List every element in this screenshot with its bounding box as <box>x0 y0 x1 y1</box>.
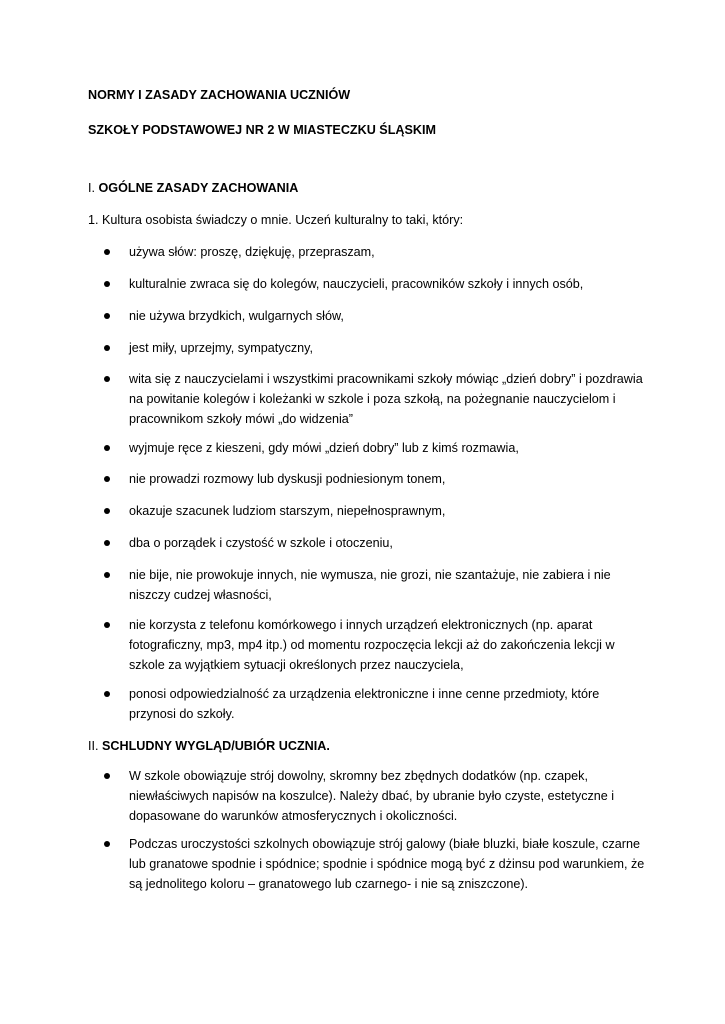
bullet-icon <box>104 691 110 697</box>
bullet-icon <box>104 572 110 578</box>
document-title: NORMY I ZASADY ZACHOWANIA UCZNIÓW <box>88 88 351 102</box>
bullet-icon <box>104 540 110 546</box>
bullet-icon <box>104 508 110 514</box>
section-1-intro: 1. Kultura osobista świadczy o mnie. Uczeń kulturalny to taki, który: <box>88 213 464 227</box>
section-1-title: OGÓLNE ZASADY ZACHOWANIA <box>98 181 299 195</box>
bullet-icon <box>104 281 110 287</box>
bullet-icon <box>104 313 110 319</box>
section-2-numeral: II. <box>88 739 102 753</box>
document-page: NORMY I ZASADY ZACHOWANIA UCZNIÓW SZKOŁY PODSTAWOWEJ NR 2 W MIASTECZKU ŚLĄSKIM I. OGÓLNE ZASADY ZACHOWANIA 1. Kultura osobista świadczy o mnie. Uczeń kulturalny to taki, który: używa słów: proszę, dziękuję, przepraszam, kulturalnie zwraca się do kolegów, nauczycieli, pracowników szkoły i innych osób, nie używa brzydkich, wulgarnych słów, jest miły, uprzejmy, sympatyczny, wita się z nauczycielami i wszystkimi pracownikami szkoły mówiąc „dzień dobry” i pozdrawia na powitanie kolegów i koleżanki w szkole i poza szkołą, na pożegnanie nauczycielom i pracownikom szkoły mówi „do widzenia” wyjmuje ręce z kieszeni, gdy mówi „dzień dobry” lub z kimś rozmawia, nie prowadzi rozmowy lub dyskusji podniesionym tonem, okazuje szacunek ludziom starszym, niepełnosprawnym, dba o porządek i czystość w szkole i otoczeniu, nie bije, nie prowokuje innych, nie wymusza, nie grozi, nie szantażuje, nie zabiera i nie niszczy cudzej własności, nie korzysta z telefonu komórkowego i innych urządzeń elektronicznych (np. aparat fotograficzny, mp3, mp4 itp.) od momentu rozpoczęcia lekcji aż do zakończenia lekcji w szkole za wyjątkiem sytuacji określonych przez nauczyciela, ponosi odpowiedzialność za urządzenia elektroniczne i inne cenne przedmioty, które przynosi do szkoły. II. SCHLUDNY WYGLĄD/UBIÓR UCZNIA. W szkole obowiązuje strój dowolny, skromny bez zbędnych dodatków (np. czapek, niewłaściwych napisów na koszulce). Należy dbać, by ubranie było czyste, estetyczne i dopasowane do warunków atmosferycznych i okoliczności. Podczas uroczystości szkolnych obowiązuje strój galowy (białe bluzki, białe koszule, czarne lub granatowe spodnie i spódnice; spodnie i spódnice mogą być z dżinsu pod warunkiem, że są jednolitego koloru – granatowego lub czarnego- i nie są zniszczone). <box>0 0 725 1024</box>
section-1-numeral: I. <box>88 181 99 195</box>
document-subtitle: SZKOŁY PODSTAWOWEJ NR 2 W MIASTECZKU ŚLĄSKIM <box>88 123 436 137</box>
bullet-icon <box>104 773 110 779</box>
bullet-icon <box>104 841 110 847</box>
bullet-icon <box>104 445 110 451</box>
section-1-heading <box>88 178 298 198</box>
section-2-heading <box>88 736 330 756</box>
bullet-icon <box>104 376 110 382</box>
section-2-title: SCHLUDNY WYGLĄD/UBIÓR UCZNIA. <box>102 739 330 753</box>
bullet-icon <box>104 476 110 482</box>
bullet-icon <box>104 345 110 351</box>
bullet-icon <box>104 622 110 628</box>
bullet-icon <box>104 249 110 255</box>
